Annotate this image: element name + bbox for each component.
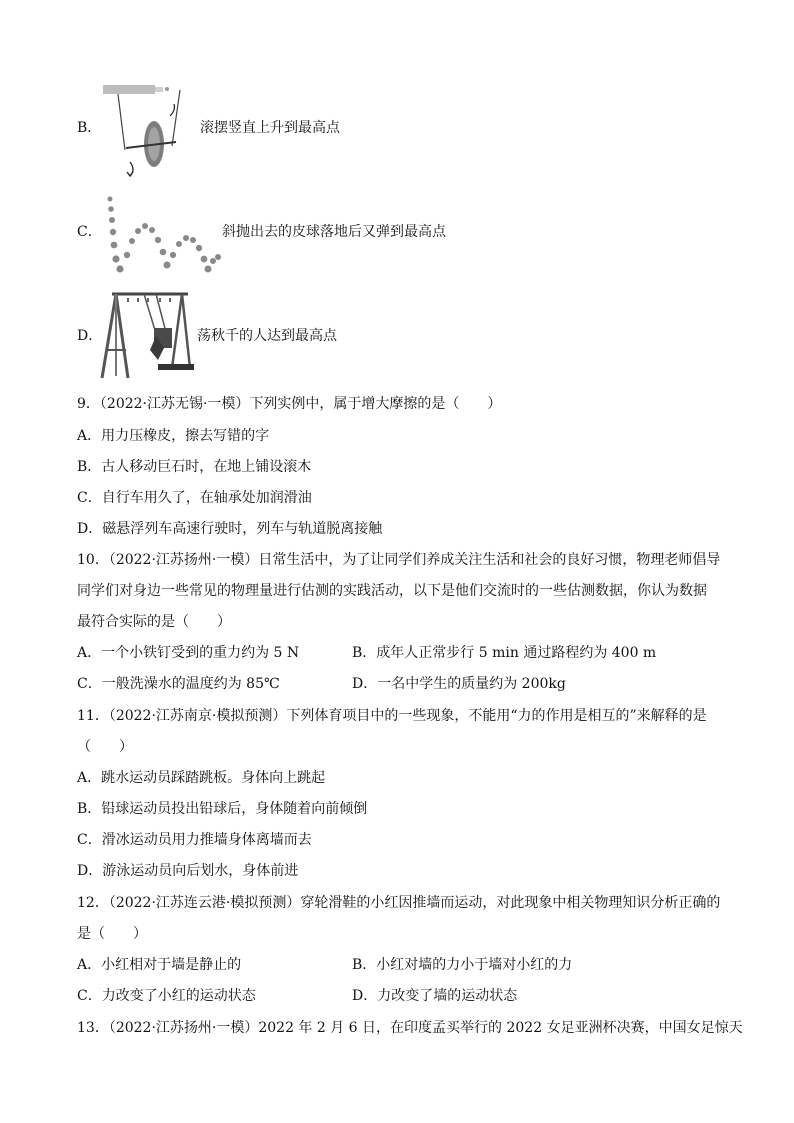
question-9-option-c: C．自行车用久了，在轴承处加润滑油 [77,490,312,506]
swing-icon [98,288,194,380]
question-12-option-b: B．小红对墙的力小于墙对小红的力 [352,957,573,973]
question-11-stem-line-1: 11．（2022·江苏南京·模拟预测）下列体育项目中的一些现象，不能用“力的作用是相互的”来解释的是 [77,708,707,724]
bouncing-ball-icon [100,193,225,275]
rolling-pendulum-icon [100,82,190,178]
question-12-option-d: D．力改变了墙的运动状态 [352,988,518,1004]
option-text-b: 滚摆竖直上升到最高点 [200,120,340,136]
question-9-option-a: A．用力压橡皮，擦去写错的字 [77,428,270,444]
question-9-option-d: D．磁悬浮列车高速行驶时，列车与轨道脱离接触 [77,521,383,537]
question-10-stem-line-2: 同学们对身边一些常见的物理量进行估测的实践活动，以下是他们交流时的一些估测数据，你认为数据 [77,583,707,599]
question-12-option-a: A．小红相对于墙是静止的 [77,957,242,973]
option-text-d: 荡秋千的人达到最高点 [197,328,337,344]
option-text-c: 斜抛出去的皮球落地后又弹到最高点 [222,224,446,240]
question-10-option-a: A．一个小铁钉受到的重力约为 5 N [77,645,300,661]
question-11-option-a: A．跳水运动员踩踏跳板。身体向上跳起 [77,770,326,786]
question-11-option-b: B．铅球运动员投出铅球后，身体随着向前倾倒 [77,801,368,817]
question-11-stem-line-2: （ ） [77,739,133,755]
question-10-option-d: D．一名中学生的质量约为 200kg [352,676,566,692]
question-11-option-c: C．滑冰运动员用力推墙身体离墙而去 [77,832,312,848]
question-11-option-d: D．游泳运动员向后划水，身体前进 [77,863,299,879]
question-12-stem-line-1: 12．（2022·江苏连云港·模拟预测）穿轮滑鞋的小红因推墙而运动，对此现象中相关物理知识分析正确的 [77,895,721,911]
question-9-option-b: B．古人移动巨石时，在地上铺设滚木 [77,459,312,475]
question-10-stem-line-3: 最符合实际的是（ ） [77,614,231,630]
option-label-d: D． [77,328,103,344]
question-10-stem-line-1: 10．（2022·江苏扬州·一模）日常生活中，为了让同学们养成关注生活和社会的良好习惯，物理老师倡导 [77,552,721,568]
question-12-stem-line-2: 是（ ） [77,926,147,942]
question-10-option-b: B．成年人正常步行 5 min 通过路程约为 400 m [352,645,657,661]
question-13-stem: 13．（2022·江苏扬州·一模）2022 年 2 月 6 日，在印度孟买举行的 2022 女足亚洲杯决赛，中国女足惊天 [77,1020,743,1036]
option-label-c: C． [77,224,102,240]
question-9-stem: 9．（2022·江苏无锡·一模）下列实例中，属于增大摩擦的是（ ） [77,396,502,412]
option-label-b: B． [77,120,102,136]
question-12-option-c: C．力改变了小红的运动状态 [77,988,256,1004]
question-10-option-c: C．一般洗澡水的温度约为 85℃ [77,676,280,692]
